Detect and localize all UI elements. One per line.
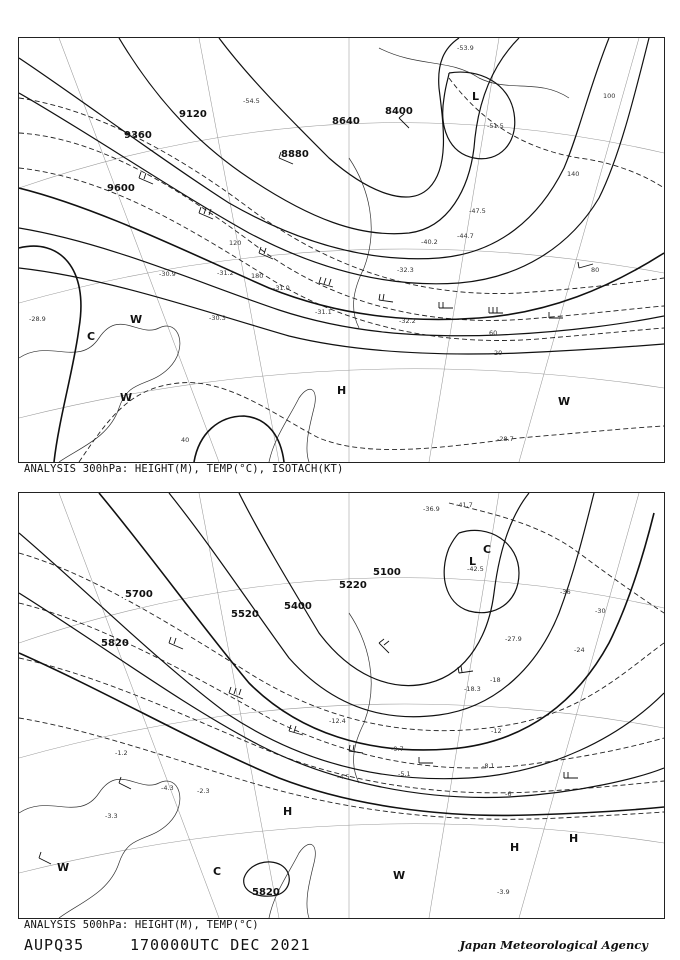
- isotach-label: 60: [489, 329, 498, 337]
- longitude-line: [429, 38, 499, 462]
- pressure-systems: [87, 90, 570, 408]
- valid-time: 170000UTC DEC 2021: [130, 936, 311, 954]
- latitude-line: [19, 824, 664, 873]
- coastline-japan: [269, 389, 315, 462]
- temp-label: -3.3: [105, 812, 118, 820]
- temp-label: -47.5: [469, 207, 486, 215]
- temp-label: -42.5: [467, 565, 484, 573]
- temp-label: -51.5: [487, 122, 504, 130]
- coastline-asia: [19, 779, 180, 918]
- isotach-label: 120: [229, 239, 242, 247]
- latitude-line: [19, 249, 664, 303]
- isotherm-line: [19, 603, 664, 768]
- wind-barb: [289, 725, 303, 735]
- longitude-line: [199, 493, 279, 918]
- caption-500hpa: ANALYSIS 500hPa: HEIGHT(M), TEMP(°C): [24, 919, 259, 931]
- temp-label: -32.2: [399, 317, 416, 325]
- temp-label: -31.0: [273, 284, 290, 292]
- isotherm-line: [19, 718, 664, 819]
- temp-label: -12.4: [329, 717, 346, 725]
- height-contour: [119, 38, 519, 234]
- wind-barb: [319, 277, 333, 287]
- cold-marker: C: [483, 543, 492, 556]
- coastline-kamchatka: [349, 613, 371, 783]
- height-label: 9600: [107, 183, 135, 194]
- isotach-line: [79, 383, 664, 462]
- map-500hpa-svg: [19, 493, 664, 918]
- coastline-japan: [269, 844, 315, 918]
- isotherm-label: -30: [595, 607, 606, 615]
- warm-marker: W: [130, 313, 143, 326]
- isotherm-label: -36: [560, 588, 571, 596]
- temp-label: -30.9: [159, 270, 176, 278]
- temp-label: -44.7: [457, 232, 474, 240]
- wind-barb: [419, 757, 433, 763]
- isotach-label: 20: [494, 349, 503, 357]
- warm-marker: W: [558, 395, 571, 408]
- height-contour: [239, 493, 529, 686]
- coastlines: [19, 48, 569, 462]
- temp-label: -3.9: [497, 888, 510, 896]
- temp-label: -2.3: [197, 787, 210, 795]
- wind-barb: [259, 247, 273, 259]
- warm-marker: W: [393, 869, 406, 882]
- height-label: 8640: [332, 116, 360, 127]
- longitude-line: [199, 38, 279, 462]
- isotherm-label: -24: [574, 646, 585, 654]
- wind-barb: [439, 302, 453, 308]
- map-300hpa-svg: [19, 38, 664, 462]
- height-label: 9360: [124, 130, 152, 141]
- height-label: 5520: [231, 609, 259, 620]
- longitude-line: [429, 493, 499, 918]
- coastlines: [19, 613, 371, 918]
- height-label: 8400: [385, 106, 413, 117]
- wind-barb: [349, 745, 363, 753]
- wind-barb: [489, 307, 503, 313]
- isotherm-label: -6: [505, 790, 512, 798]
- temp-label: -18.3: [464, 685, 481, 693]
- height-label: 5100: [373, 567, 401, 578]
- isotach-line: [19, 98, 664, 294]
- high-pressure-marker: H: [510, 841, 520, 854]
- height-labels: [101, 567, 401, 898]
- height-label: 5820: [101, 638, 129, 649]
- high-pressure-marker: H: [337, 384, 347, 397]
- temp-label: -53.9: [457, 44, 474, 52]
- temp-label: -36.9: [423, 505, 440, 513]
- high-pressure-marker: H: [283, 805, 293, 818]
- height-contours: [19, 493, 664, 896]
- isotach-label: 80: [591, 266, 600, 274]
- height-label: 5220: [339, 580, 367, 591]
- temp-label: -4.3: [161, 784, 174, 792]
- map-panel-300hpa: [18, 37, 665, 463]
- map-panel-500hpa: [18, 492, 665, 919]
- low-pressure-marker: L: [472, 90, 480, 103]
- temp-label: -1.2: [115, 749, 128, 757]
- temp-label: -30.3: [209, 314, 226, 322]
- temp-label: -28.9: [29, 315, 46, 323]
- wind-barb: [564, 772, 578, 778]
- temp-label: -4.5: [337, 773, 350, 781]
- coastline-asia: [19, 324, 180, 462]
- warm-marker: W: [120, 391, 133, 404]
- isotach-label: 100: [603, 92, 616, 100]
- caption-300hpa: ANALYSIS 300hPa: HEIGHT(M), TEMP(°C), ISOTACH(KT): [24, 463, 344, 475]
- longitude-line: [519, 493, 639, 918]
- height-label: 9120: [179, 109, 207, 120]
- temp-label: -27.9: [505, 635, 522, 643]
- height-contour: [19, 593, 664, 798]
- height-contour: [19, 38, 609, 259]
- height-label: 8880: [281, 149, 309, 160]
- isotach-label: 180: [251, 272, 264, 280]
- height-contour: [19, 188, 664, 319]
- low-pressure-marker: L: [469, 555, 477, 568]
- height-label: 5820: [252, 887, 280, 898]
- temp-label: -8.1: [482, 762, 495, 770]
- temp-label: -28.7: [497, 435, 514, 443]
- warm-marker: W: [57, 861, 70, 874]
- wind-barbs: [139, 114, 593, 318]
- height-contour: [19, 268, 664, 354]
- temp-label: -31.1: [315, 308, 332, 316]
- temp-label: -32.3: [397, 266, 414, 274]
- longitude-line: [519, 38, 639, 462]
- wind-barb: [39, 852, 51, 864]
- lat-lon-grid: [19, 493, 664, 918]
- cold-marker: C: [87, 330, 96, 343]
- wind-barb: [169, 637, 183, 649]
- isotherm-label: -18: [490, 676, 501, 684]
- temp-label: -40.2: [421, 238, 438, 246]
- height-label: 5700: [125, 589, 153, 600]
- temperature-labels: [105, 501, 522, 896]
- height-contour: [19, 246, 81, 462]
- temp-label: -41.7: [456, 501, 473, 509]
- isotherm-label: -12: [491, 727, 502, 735]
- cold-marker: C: [213, 865, 222, 878]
- agency-name: Japan Meteorological Agency: [459, 938, 648, 952]
- wind-barb: [379, 294, 393, 302]
- wind-barb: [379, 639, 389, 653]
- longitude-line: [59, 493, 222, 918]
- height-contour: [99, 493, 654, 750]
- wind-barb: [119, 777, 131, 789]
- height-contour: [19, 228, 664, 336]
- high-pressure-marker: H: [569, 832, 579, 845]
- height-label: 5400: [284, 601, 312, 612]
- chart-code: AUPQ35: [24, 936, 85, 954]
- temp-label: -31.2: [217, 269, 234, 277]
- isotherm-lines: [19, 503, 664, 819]
- temp-label: -9.7: [391, 745, 404, 753]
- isotach-label: 140: [567, 170, 580, 178]
- temp-label: -54.5: [243, 97, 260, 105]
- isotach-label: 40: [181, 436, 190, 444]
- temp-label: -5.1: [398, 770, 411, 778]
